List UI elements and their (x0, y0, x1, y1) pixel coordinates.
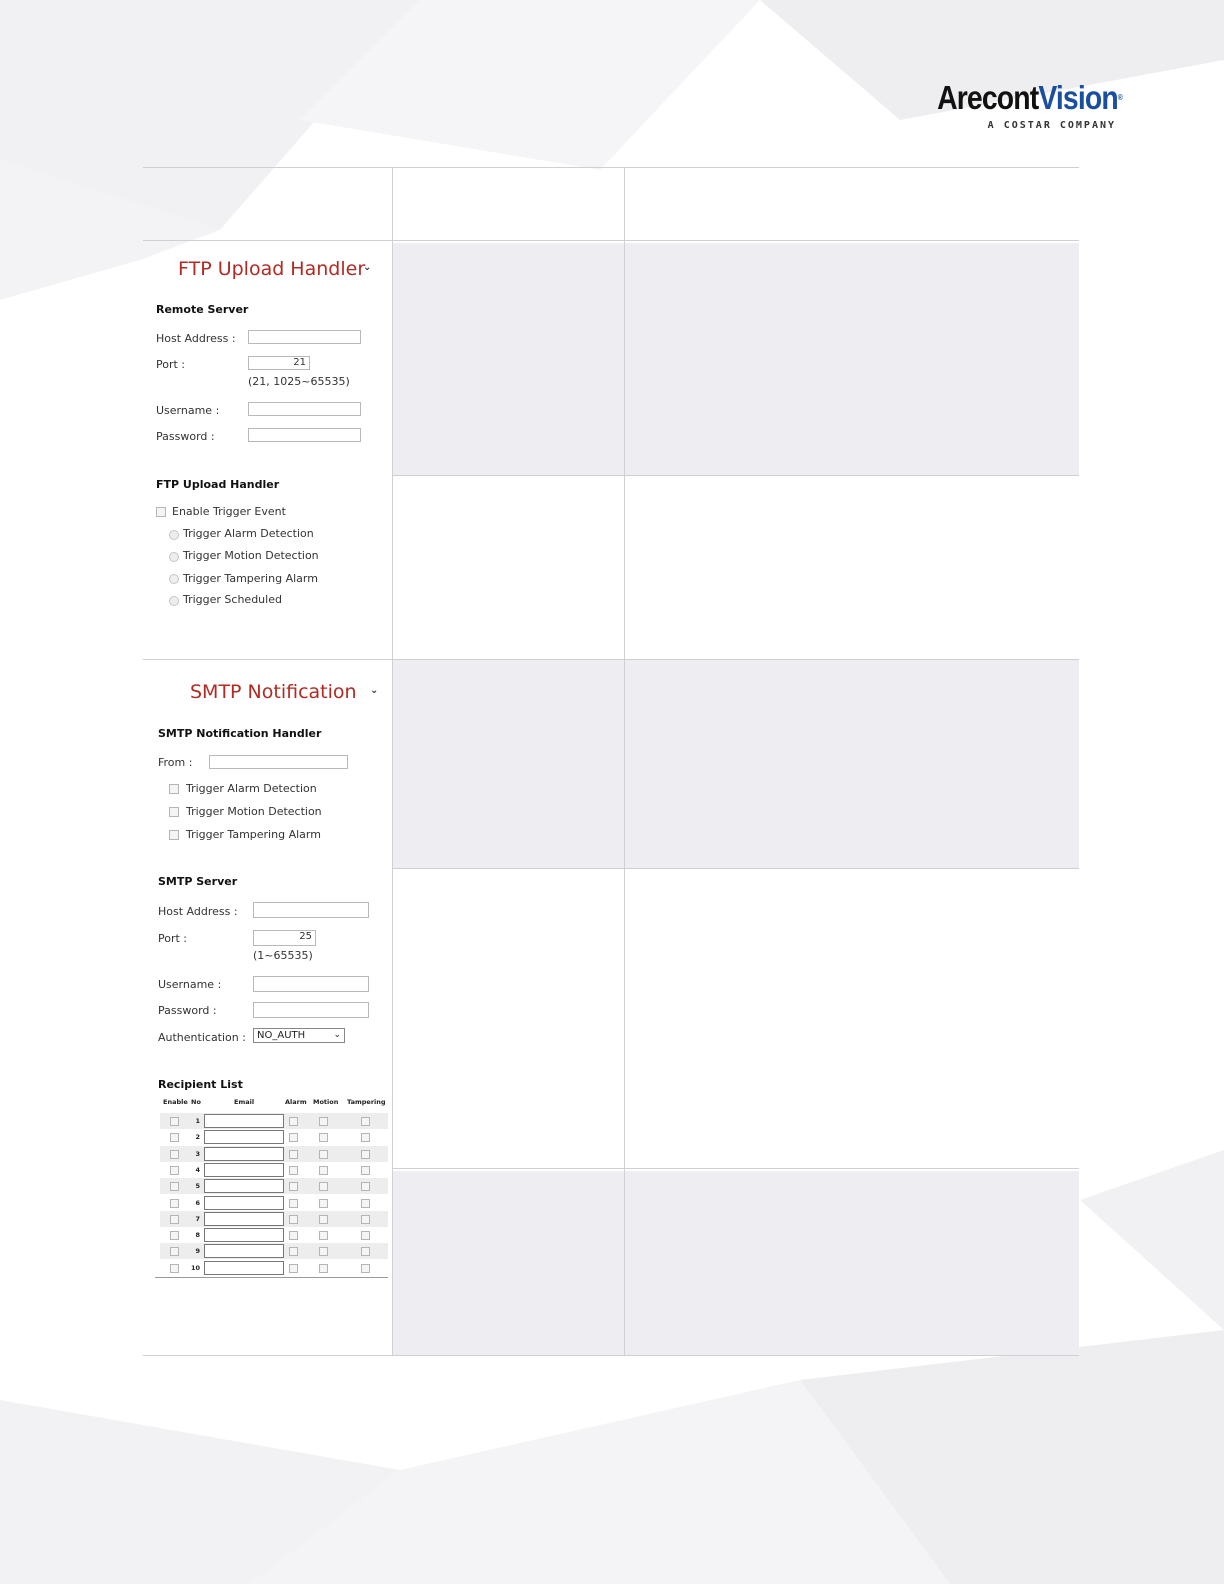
recipient-enable-checkbox[interactable] (170, 1247, 179, 1256)
recipient-alarm-checkbox[interactable] (289, 1166, 298, 1175)
logo-tagline: A COSTAR COMPANY (987, 120, 1116, 131)
smtp-from-label: From : (158, 756, 193, 769)
recipient-email-input[interactable] (204, 1212, 284, 1226)
recipient-number: 6 (195, 1198, 200, 1207)
chevron-down-icon[interactable]: ⌄ (370, 685, 379, 696)
ftp-trigger-scheduled-label: Trigger Scheduled (183, 593, 282, 606)
recipient-motion-checkbox[interactable] (319, 1199, 328, 1208)
recipient-tampering-checkbox[interactable] (361, 1117, 370, 1126)
smtp-password-input[interactable] (253, 1002, 369, 1018)
recipient-alarm-checkbox[interactable] (289, 1182, 298, 1191)
recipient-alarm-checkbox[interactable] (289, 1133, 298, 1142)
col-tampering: Tampering (347, 1098, 386, 1106)
recipient-tampering-checkbox[interactable] (361, 1247, 370, 1256)
col-no: No (191, 1098, 201, 1106)
recipient-row (160, 1129, 388, 1145)
smtp-trigger-motion-label: Trigger Motion Detection (186, 805, 322, 818)
smtp-host-label: Host Address : (158, 905, 238, 918)
recipient-email-input[interactable] (204, 1130, 284, 1144)
smtp-from-input[interactable] (209, 755, 348, 769)
recipient-notes-cell (625, 1171, 1079, 1355)
smtp-trigger-tampering-checkbox[interactable] (169, 830, 179, 840)
ftp-remote-notes-cell (625, 243, 1079, 475)
logo-brand-a: Arecont (937, 79, 1039, 116)
recipient-number: 1 (195, 1117, 200, 1125)
recipient-motion-checkbox[interactable] (319, 1231, 328, 1240)
recipient-number: 3 (195, 1149, 200, 1158)
smtp-auth-select[interactable] (253, 1028, 345, 1043)
recipient-enable-checkbox[interactable] (170, 1133, 179, 1142)
recipient-enable-checkbox[interactable] (170, 1199, 179, 1208)
enable-trigger-checkbox[interactable] (156, 507, 166, 517)
logo-brand-b: Vision (1038, 79, 1118, 116)
smtp-auth-label: Authentication : (158, 1031, 246, 1044)
recipient-number: 9 (195, 1247, 200, 1256)
recipient-number: 8 (195, 1231, 200, 1240)
arecont-vision-logo (907, 80, 1122, 131)
smtp-trigger-alarm-checkbox[interactable] (169, 784, 179, 794)
recipient-email-input[interactable] (204, 1244, 284, 1258)
recipient-tampering-checkbox[interactable] (361, 1150, 370, 1159)
recipient-table-bottom-border (155, 1277, 388, 1278)
recipient-motion-checkbox[interactable] (319, 1166, 328, 1175)
recipient-motion-checkbox[interactable] (319, 1215, 328, 1224)
recipient-enable-checkbox[interactable] (170, 1264, 179, 1273)
ftp-port-label: Port : (156, 358, 186, 371)
recipient-alarm-checkbox[interactable] (289, 1247, 298, 1256)
recipient-row (160, 1195, 388, 1211)
recipient-motion-checkbox[interactable] (319, 1247, 328, 1256)
ftp-trigger-alarm-label: Trigger Alarm Detection (183, 527, 314, 540)
recipient-tampering-checkbox[interactable] (361, 1166, 370, 1175)
ftp-remote-desc-cell (393, 243, 624, 475)
col-enable: Enable (163, 1098, 188, 1106)
recipient-list-heading: Recipient List (158, 1078, 243, 1091)
smtp-handler-desc-cell (393, 660, 624, 868)
recipient-row (160, 1113, 388, 1129)
recipient-tampering-checkbox[interactable] (361, 1215, 370, 1224)
ftp-password-label: Password : (156, 430, 215, 443)
recipient-tampering-checkbox[interactable] (361, 1264, 370, 1273)
smtp-handler-heading: SMTP Notification Handler (158, 727, 322, 740)
smtp-port-label: Port : (158, 932, 188, 945)
recipient-row (160, 1260, 388, 1276)
recipient-tampering-checkbox[interactable] (361, 1199, 370, 1208)
smtp-handler-notes-cell (625, 660, 1079, 868)
recipient-motion-checkbox[interactable] (319, 1117, 328, 1126)
ftp-host-input[interactable] (248, 330, 361, 344)
smtp-auth-value: NO_AUTH (257, 1030, 306, 1041)
recipient-number: 4 (195, 1165, 200, 1174)
recipient-alarm-checkbox[interactable] (289, 1231, 298, 1240)
recipient-alarm-checkbox[interactable] (289, 1117, 298, 1126)
col-email: Email (234, 1098, 255, 1106)
recipient-email-input[interactable] (204, 1163, 284, 1177)
recipient-enable-checkbox[interactable] (170, 1166, 179, 1175)
ftp-host-label: Host Address : (156, 332, 236, 345)
recipient-motion-checkbox[interactable] (319, 1264, 328, 1273)
ftp-port-input[interactable]: 21 (248, 356, 310, 370)
recipient-motion-checkbox[interactable] (319, 1182, 328, 1191)
recipient-enable-checkbox[interactable] (170, 1150, 179, 1159)
recipient-number: 7 (195, 1214, 200, 1223)
recipient-row (160, 1227, 388, 1243)
trigger-tampering-radio[interactable] (169, 574, 179, 584)
ftp-trigger-tampering-label: Trigger Tampering Alarm (183, 572, 318, 585)
recipient-tampering-checkbox[interactable] (361, 1231, 370, 1240)
recipient-email-input[interactable] (204, 1261, 284, 1275)
smtp-trigger-alarm-label: Trigger Alarm Detection (186, 782, 317, 795)
recipient-alarm-checkbox[interactable] (289, 1264, 298, 1273)
smtp-port-range: (1~65535) (253, 949, 313, 962)
smtp-server-heading: SMTP Server (158, 875, 238, 888)
recipient-alarm-checkbox[interactable] (289, 1199, 298, 1208)
recipient-enable-checkbox[interactable] (170, 1231, 179, 1240)
ftp-port-range: (21, 1025~65535) (248, 375, 350, 388)
enable-trigger-label: Enable Trigger Event (172, 505, 286, 518)
recipient-email-input[interactable] (204, 1196, 284, 1210)
logo-registered: ® (1117, 93, 1122, 102)
ftp-password-input[interactable] (248, 428, 361, 442)
chevron-down-icon: ⌄ (333, 1030, 341, 1040)
recipient-email-input[interactable] (204, 1147, 284, 1161)
recipient-enable-checkbox[interactable] (170, 1117, 179, 1126)
ftp-username-label: Username : (156, 404, 220, 417)
ftp-handler-heading: FTP Upload Handler (156, 478, 280, 491)
recipient-row (160, 1178, 388, 1194)
ftp-section-title: FTP Upload Handler (178, 258, 366, 280)
recipient-row (160, 1211, 388, 1227)
recipient-number: 2 (195, 1133, 200, 1142)
recipient-motion-checkbox[interactable] (319, 1150, 328, 1159)
smtp-port-input[interactable]: 25 (253, 930, 316, 946)
col-motion: Motion (313, 1098, 339, 1106)
trigger-scheduled-radio[interactable] (169, 596, 179, 606)
recipient-motion-checkbox[interactable] (319, 1133, 328, 1142)
col-alarm: Alarm (285, 1098, 307, 1106)
smtp-section-title: SMTP Notification (190, 681, 357, 703)
recipient-enable-checkbox[interactable] (170, 1215, 179, 1224)
smtp-username-input[interactable] (253, 976, 369, 992)
recipient-row (160, 1243, 388, 1259)
ftp-trigger-motion-label: Trigger Motion Detection (183, 549, 319, 562)
recipient-email-input[interactable] (204, 1179, 284, 1193)
recipient-tampering-checkbox[interactable] (361, 1133, 370, 1142)
recipient-number: 10 (190, 1263, 200, 1272)
smtp-trigger-motion-checkbox[interactable] (169, 807, 179, 817)
recipient-number: 5 (195, 1182, 200, 1191)
smtp-username-label: Username : (158, 978, 222, 991)
recipient-alarm-checkbox[interactable] (289, 1150, 298, 1159)
ftp-username-input[interactable] (248, 402, 361, 416)
recipient-enable-checkbox[interactable] (170, 1182, 179, 1191)
recipient-row (160, 1162, 388, 1178)
smtp-trigger-tampering-label: Trigger Tampering Alarm (186, 828, 321, 841)
recipient-email-input[interactable] (204, 1114, 284, 1128)
trigger-motion-radio[interactable] (169, 552, 179, 562)
recipient-email-input[interactable] (204, 1228, 284, 1242)
trigger-alarm-radio[interactable] (169, 530, 179, 540)
smtp-password-label: Password : (158, 1004, 217, 1017)
recipient-desc-cell (393, 1171, 624, 1355)
smtp-host-input[interactable] (253, 902, 369, 918)
chevron-down-icon[interactable]: ⌄ (363, 262, 372, 273)
remote-server-heading: Remote Server (156, 303, 249, 316)
recipient-alarm-checkbox[interactable] (289, 1215, 298, 1224)
recipient-row (160, 1146, 388, 1162)
recipient-tampering-checkbox[interactable] (361, 1182, 370, 1191)
